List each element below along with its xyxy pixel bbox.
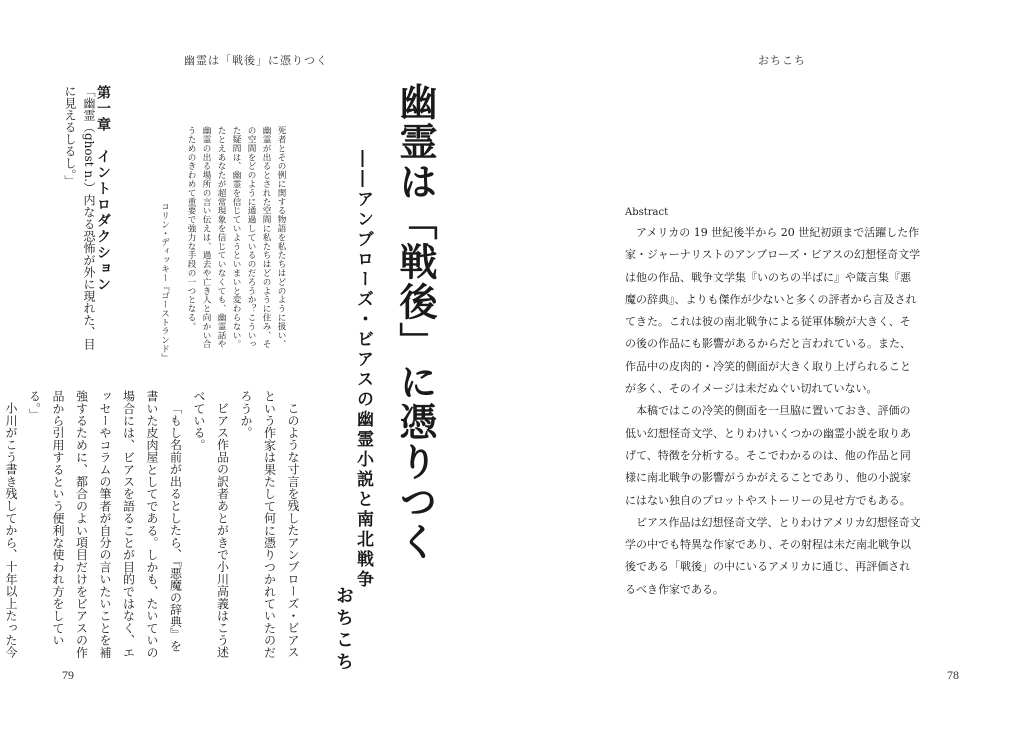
epigraph	[170, 126, 288, 356]
abstract-label: Abstract	[625, 207, 669, 218]
body-paragraph: 「もし名前が出るとしたら、『悪魔の辞典』を書いた皮肉屋としてである。しかも、たいていの場合には、ビアスを語ることが目的ではなく、エッセーやコラムの筆者が自分の言いたいことを補強するために、都合のよい項目だけをビアスの作品から引用するという便利な使われ方をしている。」	[27, 390, 183, 659]
chapter-quote	[60, 85, 98, 353]
epigraph-text: 死者とその例に関する物語を私たちはどのように扱い、幽霊が出るとされた空間に私たちはどのように住み、その空間をどのように通過しているのだろうか？こういった疑問は、幽霊を信じていようといまいと変わらない。たとえあなたが超常現象を信じていなくても、幽霊話や幽霊の出る場所の言い伝えは、過去や亡き人と向かい合うためのきわめて重要で強力な手段の一つとなる。	[186, 126, 286, 349]
body-paragraph: 小川がこう書き残してから、十年以上たった今	[4, 402, 18, 659]
abstract-paragraph: 本稿ではこの冷笑的側面を一旦脇に置いておき、評価の低い幻想怪奇文学、とりわけいくつかの幽霊小説を取りあげて、特徴を分析する。そこでわかるのは、他の作品と同様に南北戦争の影響がうかがえることであり、他の小説家にはない独自のプロットやストーリーの見せ方でもある。	[625, 404, 911, 507]
left-running-head: 幽霊は「戦後」に憑りつく	[184, 54, 328, 67]
abstract-body	[625, 222, 921, 601]
abstract-paragraph: アメリカの 19 世紀後半から 20 世紀初頭まで活躍した作家・ジャーナリストのアンブローズ・ビアスの幻想怪奇文学は他の作品、戦争文学集『いのちの半ばに』や箴言集『悪魔の辞典』、よりも傑作が少ないと多くの評者から言及されてきた。これは彼の南北戦争による従軍体験が大きく、その後の作品にも影響があるからだと言われている。また、作品中の皮肉的・冷笑的側面が大きく取り上げられることが多く、そのイメージは未だぬぐい切れていない。	[625, 226, 921, 396]
chapter-quote-text: 「幽霊（ghost n.）内なる恐怖が外に現れた、目に見えるしるし。」	[63, 85, 96, 350]
body-text	[4, 390, 304, 662]
left-page-number: 79	[62, 668, 74, 682]
epigraph-attribution: コリン・ディッキー『ゴーストランド』	[159, 202, 170, 363]
right-running-head: おちこち	[758, 54, 806, 67]
right-page-number: 78	[947, 668, 959, 682]
article-title: 幽霊は「戦後」に憑りつく	[393, 82, 438, 562]
chapter-title: 第一章 イントロダクション	[95, 85, 111, 293]
author-name: おちこち	[333, 586, 354, 674]
body-paragraph: このような寸言を残したアンブローズ・ビアスという作家は果たして何に憑りつかれていたのだろうか。	[239, 390, 300, 659]
abstract-paragraph: ビアス作品は幻想怪奇文学、とりわけアメリカ幻想怪奇文学の中でも特異な作家であり、その射程は未だ南北戦争以後である「戦後」の中にいるアメリカに通じ、再評価されるべき作家である。	[625, 515, 921, 596]
article-subtitle: ――アンブローズ・ビアスの幽霊小説と南北戦争	[353, 150, 373, 590]
body-paragraph: ビアス作品の訳者あとがきで小川高義はこう述べている。	[192, 390, 230, 659]
